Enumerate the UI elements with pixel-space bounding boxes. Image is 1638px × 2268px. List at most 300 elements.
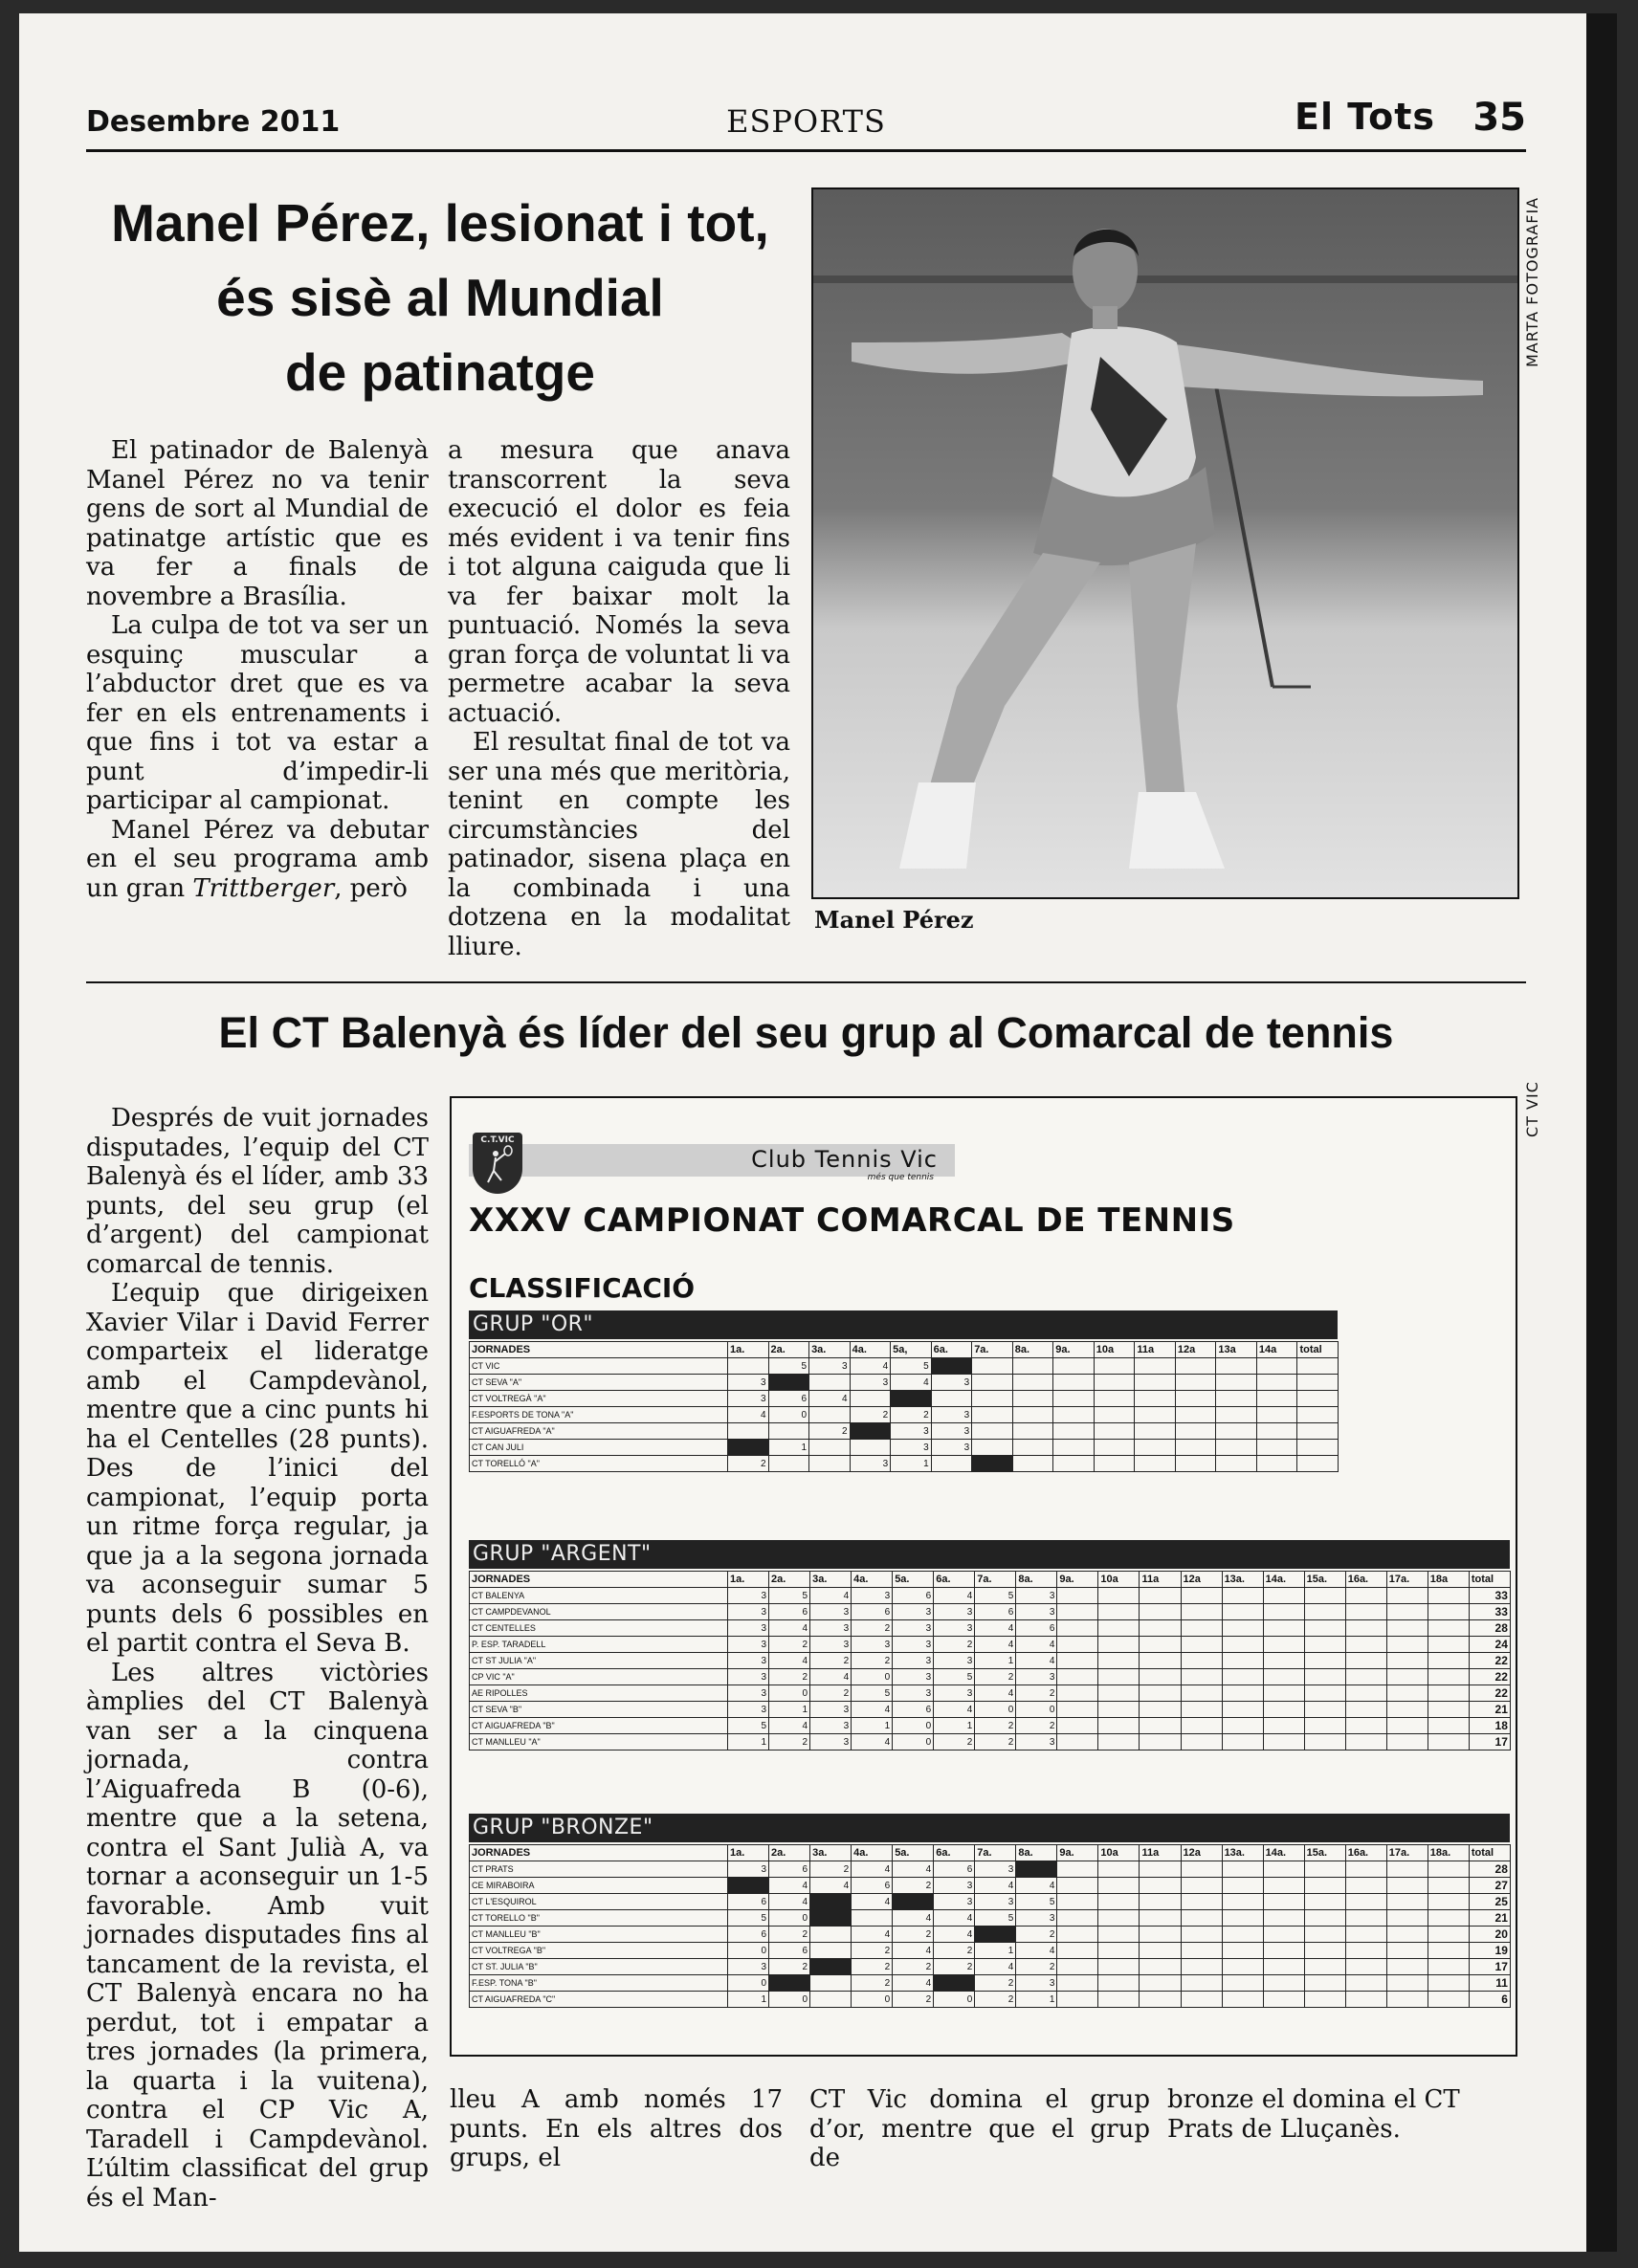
team-name: CT AIGUAFREDA "C" [470,1992,728,2008]
score-cell [1140,1669,1181,1685]
score-cell [1428,1734,1469,1751]
score-cell: 3 [728,1653,769,1669]
score-cell [1222,1959,1263,1975]
score-cell [1345,1992,1386,2008]
score-cell: 4 [769,1878,810,1894]
score-cell [1222,1734,1263,1751]
score-cell [1222,1653,1263,1669]
score-cell: 3 [891,1423,932,1440]
score-cell [1012,1456,1053,1472]
score-cell [1098,1910,1140,1927]
column-header: 5a. [893,1572,934,1588]
score-cell [1181,1637,1222,1653]
score-cell [1386,1894,1428,1910]
score-cell [810,1992,852,2008]
score-cell: 2 [975,1669,1016,1685]
score-cell [1428,1637,1469,1653]
score-cell: 2 [852,1975,893,1992]
score-cell: 3 [728,1702,769,1718]
score-cell: 0 [852,1669,893,1685]
paragraph [86,816,429,904]
score-cell: 2 [769,1734,810,1751]
score-cell [1304,1734,1345,1751]
score-cell: 4 [934,1702,975,1718]
club-motto: més que tennis [867,1173,934,1182]
score-cell: 3 [1016,1588,1057,1604]
table-header-row [470,1572,1511,1588]
table-row [470,1653,1511,1669]
score-cell [1222,1588,1263,1604]
team-name: CE MIRABOIRA [470,1878,728,1894]
score-cell [1386,1702,1428,1718]
score-cell: 0 [934,1992,975,2008]
score-cell: 3 [975,1861,1016,1878]
column-header: 8a. [1012,1342,1053,1358]
score-cell: 3 [728,1959,769,1975]
score-cell: 2 [934,1943,975,1959]
score-cell [1345,1588,1386,1604]
score-cell [1386,1878,1428,1894]
score-cell [1345,1620,1386,1637]
score-cell [1263,1685,1304,1702]
score-cell [1256,1391,1297,1407]
score-cell [1256,1456,1297,1472]
score-cell: 1 [728,1734,769,1751]
score-cell [1181,1669,1222,1685]
table-row [470,1878,1511,1894]
table-row [470,1588,1511,1604]
table-credit: CT VIC [1523,1081,1541,1137]
column-header: 12a [1181,1845,1222,1861]
team-name: P. ESP. TARADELL [470,1637,728,1653]
score-cell [1304,1959,1345,1975]
group-header-argent: GRUP "ARGENT" [469,1540,1510,1569]
score-cell [1222,1878,1263,1894]
score-cell [1345,1685,1386,1702]
section-title: ESPORTS [726,103,886,140]
table-row [470,1718,1511,1734]
score-cell: 4 [1016,1653,1057,1669]
column-header: 10a [1098,1845,1140,1861]
column-header: 9a. [1057,1572,1098,1588]
score-cell [1216,1358,1257,1375]
score-cell: 4 [769,1620,810,1637]
score-cell [1428,1620,1469,1637]
magazine-name: El Tots [1295,96,1435,138]
score-cell [1135,1358,1176,1375]
column-header: 11a [1135,1342,1176,1358]
score-cell [1256,1407,1297,1423]
score-cell: 2 [1016,1685,1057,1702]
score-cell: 1 [852,1718,893,1734]
team-name: CT CAMPDEVANOL [470,1604,728,1620]
paragraph: La culpa de tot va ser un esquinç muscular a l’abductor dret que es va fer en els entrenaments i que fins i tot va estar a punt d’impedir-li participar al campionat. [86,611,429,815]
team-name: CT CAN JULI [470,1440,728,1456]
score-cell [1216,1391,1257,1407]
score-cell [1345,1975,1386,1992]
score-cell [1053,1423,1095,1440]
article2-foot-col4: bronze el domina el CT Prats de Lluçanès. [1167,2085,1460,2144]
column-header: 12a [1175,1342,1216,1358]
score-cell: 0 [852,1992,893,2008]
score-cell: 2 [975,1718,1016,1734]
score-cell [1057,1604,1098,1620]
column-header: 6a. [934,1845,975,1861]
team-name: CT BALENYA [470,1588,728,1604]
score-cell [1098,1702,1140,1718]
team-name: CT TORELLO "B" [470,1910,728,1927]
score-cell [1181,1653,1222,1669]
score-cell [768,1423,809,1440]
score-cell [1304,1620,1345,1637]
total-points: 20 [1469,1927,1510,1943]
column-header: 9a. [1057,1845,1098,1861]
score-cell [1098,1959,1140,1975]
score-cell: 3 [728,1637,769,1653]
score-cell [1140,1702,1181,1718]
score-cell: 1 [891,1456,932,1472]
score-cell: 3 [931,1423,972,1440]
score-cell [1181,1959,1222,1975]
score-cell [1094,1456,1135,1472]
table-row [470,1669,1511,1685]
score-cell [1216,1407,1257,1423]
total-points: 27 [1469,1878,1510,1894]
score-cell: 4 [934,1588,975,1604]
score-cell [1140,1604,1181,1620]
score-cell [1428,1927,1469,1943]
article2-title: El CT Balenyà és líder del seu grup al Comarcal de tennis [218,1008,1394,1057]
score-cell [1263,1959,1304,1975]
score-cell: 2 [852,1959,893,1975]
score-cell [810,1975,852,1992]
score-cell: 4 [1016,1943,1057,1959]
column-header: 17a. [1386,1845,1428,1861]
tennis-player-icon [473,1133,522,1194]
score-cell [1094,1391,1135,1407]
score-cell: 3 [852,1588,893,1604]
title-line: de patinatge [285,342,595,402]
score-cell [1216,1375,1257,1391]
score-cell: 4 [975,1959,1016,1975]
score-cell: 2 [769,1669,810,1685]
column-header: 12a [1181,1572,1222,1588]
magazine-page [19,13,1617,2252]
total-points: 11 [1469,1975,1510,1992]
score-cell: 2 [1016,1927,1057,1943]
score-cell [1181,1685,1222,1702]
score-cell: 0 [893,1734,934,1751]
score-cell: 2 [893,1927,934,1943]
score-cell: 3 [931,1407,972,1423]
score-cell: 6 [852,1604,893,1620]
group-header-bronze: GRUP "BRONZE" [469,1814,1510,1842]
score-cell [850,1440,891,1456]
score-cell [1135,1407,1176,1423]
score-cell [1216,1456,1257,1472]
score-cell: 5 [728,1910,769,1927]
bye-cell [728,1440,769,1456]
title-line: és sisè al Mundial [216,268,664,327]
score-cell: 1 [769,1702,810,1718]
score-cell [809,1440,851,1456]
score-cell [1386,1685,1428,1702]
score-cell: 4 [975,1637,1016,1653]
table-row [470,1910,1511,1927]
score-cell [1057,1959,1098,1975]
column-header: 2a. [769,1845,810,1861]
score-cell: 6 [893,1588,934,1604]
table-row [470,1391,1339,1407]
score-cell [972,1407,1013,1423]
score-cell [1057,1702,1098,1718]
score-cell [1304,1943,1345,1959]
article2-foot-col3: CT Vic domina el grup d’or, mentre que el grup de [809,2085,1150,2172]
total-points: 22 [1469,1653,1510,1669]
team-name: CT SEVA "A" [470,1375,728,1391]
score-cell [1140,1588,1181,1604]
score-cell [1012,1391,1053,1407]
column-header: 7a. [972,1342,1013,1358]
score-cell: 5 [769,1588,810,1604]
score-cell [1263,1861,1304,1878]
score-cell: 2 [893,1992,934,2008]
score-cell: 6 [768,1391,809,1407]
score-cell [768,1456,809,1472]
column-header: 18a [1428,1572,1469,1588]
team-name: CT MANLLEU "B" [470,1927,728,1943]
score-cell [1094,1423,1135,1440]
score-cell [1057,1927,1098,1943]
score-cell [1304,1861,1345,1878]
team-name: CT ST. JULIA "B" [470,1959,728,1975]
score-cell [1428,1702,1469,1718]
score-cell: 6 [852,1878,893,1894]
score-cell [1222,1927,1263,1943]
score-cell [1222,1637,1263,1653]
score-cell [1428,1959,1469,1975]
score-cell [1098,1637,1140,1653]
score-cell [1222,1910,1263,1927]
paragraph: a mesura que anava transcorrent la seva execució el dolor es feia més evident i va tenir fins i tot alguna caiguda que li va fer baixar molt la puntuació. Només la seva gran força de voluntat li va permetre acabar la seva actuació. [448,436,790,728]
score-cell [1140,1878,1181,1894]
score-cell: 1 [1016,1992,1057,2008]
score-cell: 1 [728,1992,769,2008]
score-cell: 2 [893,1878,934,1894]
score-cell: 5 [975,1910,1016,1927]
score-cell: 6 [893,1702,934,1718]
score-cell [1175,1358,1216,1375]
score-cell [1428,1894,1469,1910]
total-points: 17 [1469,1959,1510,1975]
column-header: 11a [1140,1845,1181,1861]
score-cell: 3 [934,1878,975,1894]
score-cell: 0 [893,1718,934,1734]
score-cell [1053,1391,1095,1407]
score-cell: 4 [809,1391,851,1407]
score-cell [1304,1669,1345,1685]
score-cell: 4 [893,1861,934,1878]
table-row [470,1375,1339,1391]
score-cell [1175,1456,1216,1472]
score-cell [1222,1975,1263,1992]
column-header: 14a [1256,1342,1297,1358]
score-cell [1140,1718,1181,1734]
score-cell: 4 [891,1375,932,1391]
column-header: 15a. [1304,1845,1345,1861]
column-header: 6a. [931,1342,972,1358]
score-cell: 4 [810,1588,852,1604]
score-cell [972,1358,1013,1375]
score-cell: 0 [728,1943,769,1959]
score-cell: 5 [852,1685,893,1702]
score-cell [1057,1992,1098,2008]
score-cell: 3 [975,1894,1016,1910]
score-cell [1012,1375,1053,1391]
score-cell [1216,1423,1257,1440]
championship-title: XXXV CAMPIONAT COMARCAL DE TENNIS [469,1201,1235,1240]
score-cell: 4 [728,1407,769,1423]
score-cell [1140,1959,1181,1975]
team-name: CT TORELLÓ "A" [470,1456,728,1472]
total-points: 22 [1469,1669,1510,1685]
column-header: 10a [1094,1342,1135,1358]
score-cell: 4 [893,1975,934,1992]
paragraph-text: Manel Pérez va debutar en el seu programa amb un gran [86,815,429,903]
score-cell [1256,1375,1297,1391]
score-cell [1098,1992,1140,2008]
score-cell: 3 [809,1358,851,1375]
score-cell [1345,1604,1386,1620]
score-cell [1012,1440,1053,1456]
score-cell [1263,1604,1304,1620]
score-cell [1297,1407,1339,1423]
score-cell: 4 [975,1685,1016,1702]
column-header: 14a. [1263,1572,1304,1588]
score-cell: 4 [769,1894,810,1910]
score-cell [1428,1588,1469,1604]
score-cell: 0 [769,1910,810,1927]
score-cell [1098,1718,1140,1734]
score-cell [1135,1375,1176,1391]
column-header: 10a [1098,1572,1140,1588]
score-cell: 2 [852,1620,893,1637]
score-cell [1216,1440,1257,1456]
score-cell: 4 [852,1734,893,1751]
score-cell [1098,1604,1140,1620]
score-cell [1140,1685,1181,1702]
score-cell: 3 [893,1604,934,1620]
score-cell [1345,1943,1386,1959]
table-row [470,1894,1511,1910]
score-cell: 2 [934,1959,975,1975]
score-cell [1304,1588,1345,1604]
title-line: Manel Pérez, lesionat i tot, [111,193,769,253]
table-row [470,1456,1339,1472]
article1-title [86,186,794,409]
score-cell [1140,1894,1181,1910]
score-cell [1256,1440,1297,1456]
team-name: CT L'ESQUIROL [470,1894,728,1910]
score-cell [1094,1375,1135,1391]
score-cell: 3 [810,1604,852,1620]
score-cell: 6 [728,1927,769,1943]
score-cell [1263,1975,1304,1992]
score-cell: 2 [809,1423,851,1440]
score-cell [1297,1440,1339,1456]
score-cell: 4 [852,1861,893,1878]
score-cell: 3 [810,1734,852,1751]
column-header: 9a. [1053,1342,1095,1358]
score-cell: 2 [810,1861,852,1878]
score-cell: 2 [852,1653,893,1669]
score-cell: 1 [975,1943,1016,1959]
score-cell [1345,1861,1386,1878]
score-cell [1304,1702,1345,1718]
score-cell: 3 [728,1604,769,1620]
score-cell: 4 [810,1669,852,1685]
bye-cell [850,1423,891,1440]
article1-column-1 [86,436,429,903]
score-cell: 4 [850,1358,891,1375]
score-cell: 4 [1016,1637,1057,1653]
column-header: 13a [1216,1342,1257,1358]
table-row [470,1407,1339,1423]
score-cell: 3 [810,1620,852,1637]
article1-column-2 [448,436,790,961]
bye-cell [810,1959,852,1975]
score-cell [1222,1669,1263,1685]
score-cell [1386,1927,1428,1943]
table-header-row [470,1845,1511,1861]
table-row [470,1685,1511,1702]
score-cell [1135,1423,1176,1440]
score-cell [1263,1910,1304,1927]
score-cell [1263,1943,1304,1959]
score-cell: 6 [728,1894,769,1910]
score-cell [1428,1685,1469,1702]
total-points: 22 [1469,1685,1510,1702]
table-header-row [470,1342,1339,1358]
bye-cell [728,1878,769,1894]
bye-cell [769,1975,810,1992]
team-name: CT ST JULIA "A" [470,1653,728,1669]
score-cell [1053,1358,1095,1375]
bye-cell [891,1391,932,1407]
score-cell: 2 [769,1637,810,1653]
article2-foot-col2: lleu A amb només 17 punts. En els altres dos grups, el [450,2085,783,2172]
score-cell [1012,1358,1053,1375]
score-cell [1140,1927,1181,1943]
column-header: 18a. [1428,1845,1469,1861]
score-cell [1057,1653,1098,1669]
score-cell [1345,1702,1386,1718]
score-cell [1428,1604,1469,1620]
column-header: 13a. [1222,1845,1263,1861]
score-cell: 4 [934,1927,975,1943]
score-cell [1181,1702,1222,1718]
score-cell [1175,1423,1216,1440]
score-cell [1057,1718,1098,1734]
score-cell [1181,1992,1222,2008]
score-cell: 1 [768,1440,809,1456]
standings-box [450,1096,1517,2057]
score-cell: 4 [852,1927,893,1943]
score-cell [1053,1407,1095,1423]
score-cell: 4 [769,1718,810,1734]
column-header: 16a. [1345,1572,1386,1588]
score-cell: 3 [931,1375,972,1391]
